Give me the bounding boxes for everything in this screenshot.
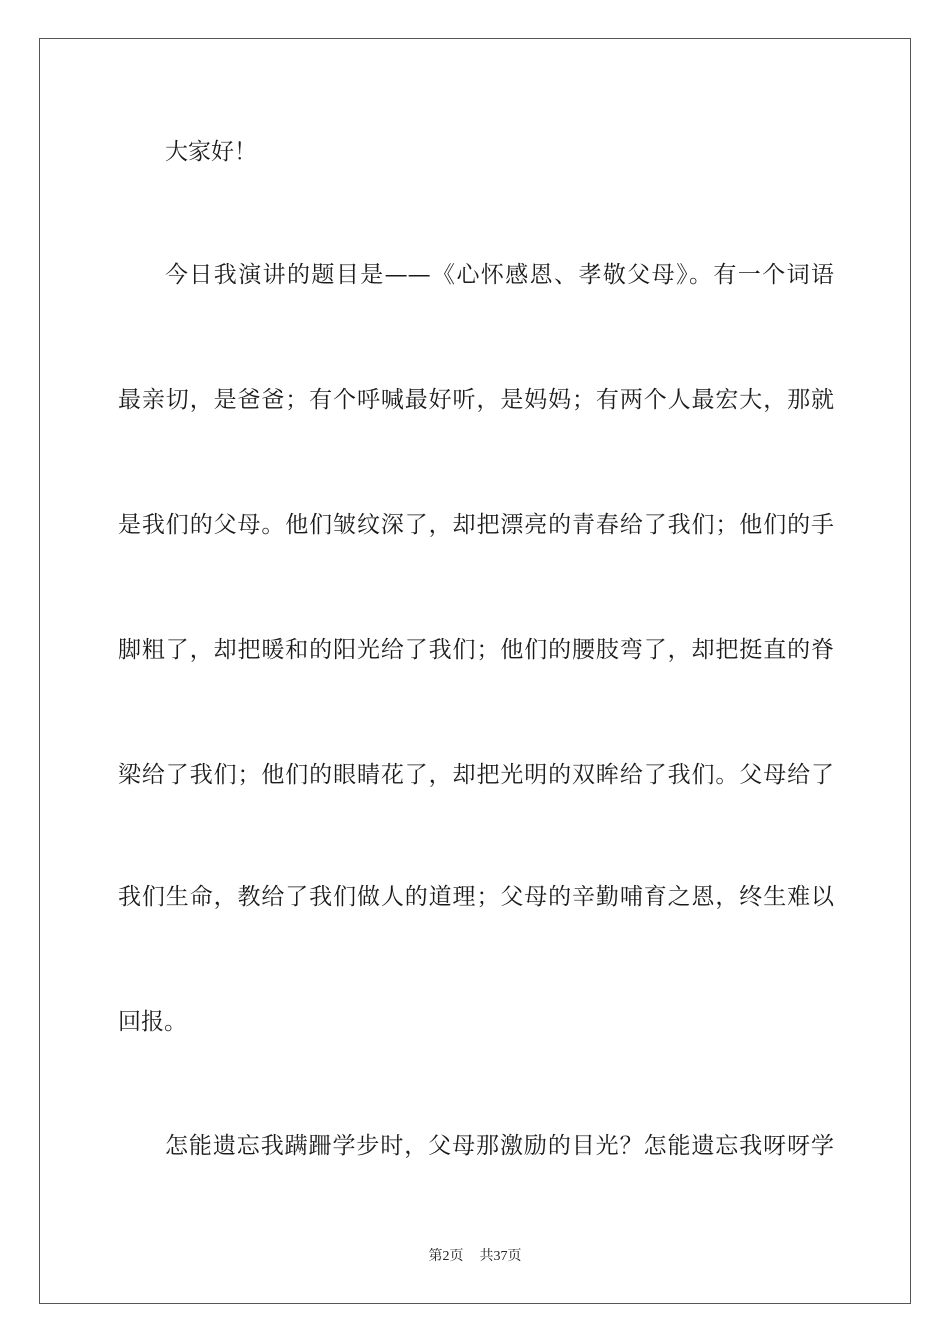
paragraph-line: 我们生命，教给了我们做人的道理；父母的辛勤哺育之恩，终生难以 [118, 884, 834, 910]
paragraph-line: 梁给了我们；他们的眼睛花了，却把光明的双眸给了我们。父母给了 [118, 762, 834, 788]
paragraph-line: 脚粗了，却把暖和的阳光给了我们；他们的腰肢弯了，却把挺直的脊 [118, 637, 834, 663]
paragraph-line: 是我们的父母。他们皱纹深了，却把漂亮的青春给了我们；他们的手 [118, 512, 834, 538]
paragraph-line: 回报。 [118, 1009, 187, 1035]
page-footer [0, 1248, 950, 1266]
paragraph-line: 今日我演讲的题目是——《心怀感恩、孝敬父母》。有一个词语 [165, 262, 834, 288]
paragraph-line: 怎能遗忘我蹒跚学步时，父母那激励的目光？怎能遗忘我呀呀学 [165, 1133, 834, 1159]
page-number: 第2页 [428, 1249, 464, 1264]
greeting-line: 大家好！ [165, 139, 257, 165]
paragraph-line: 最亲切，是爸爸；有个呼喊最好听，是妈妈；有两个人最宏大，那就 [118, 387, 834, 413]
page-total: 共37页 [479, 1249, 522, 1264]
page-frame [39, 38, 911, 1304]
